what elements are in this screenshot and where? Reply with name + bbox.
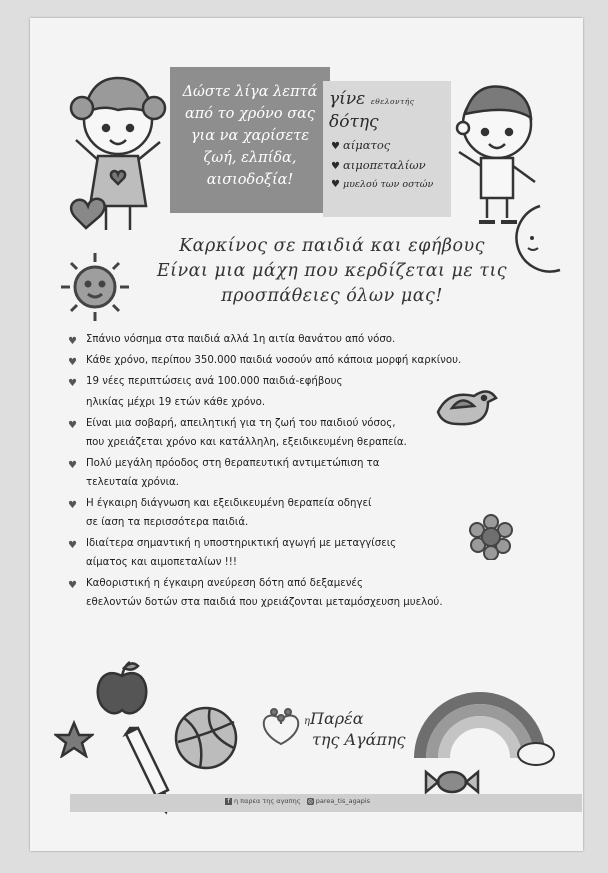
donor-box [323, 81, 451, 217]
heart-bullet-icon: ♥ [68, 378, 77, 389]
heart-bullet-icon: ♥ [68, 460, 77, 471]
call-line: αισιοδοξία! [206, 172, 294, 188]
flyer-page [30, 18, 583, 851]
facebook-icon[interactable]: f [225, 798, 232, 805]
list-item: ♥ Πολύ μεγάλη πρόοδος στη θεραπευτική αντιμετώπιση τα τελευταία χρόνια. [68, 458, 380, 488]
heart-icon: ♥ [331, 141, 340, 152]
call-line: ζωή, ελπίδα, [203, 150, 297, 166]
girl-illustration [58, 68, 178, 248]
bird-icon [430, 382, 502, 434]
heart-bullet-icon: ♥ [68, 540, 77, 551]
slogan [92, 234, 572, 309]
list-item: ♥ Κάθε χρόνο, περίπου 350.000 παιδιά νοσούν από κάποια μορφή καρκίνου. [68, 355, 462, 368]
apple-icon [94, 658, 150, 718]
heart-bullet-icon: ♥ [68, 336, 77, 347]
list-item: ♥ Σπάνιο νόσημα στα παιδιά αλλά 1η αιτία θανάτου από νόσο. [68, 334, 396, 347]
star-icon [54, 720, 94, 758]
donor-title-main: δότης [329, 112, 379, 132]
slogan-line: Καρκίνος σε παιδιά και εφήβους [179, 236, 485, 256]
heart-icon: ♥ [331, 179, 340, 190]
heart-bullet-icon: ♥ [68, 580, 77, 591]
logo-people-heart-icon [258, 704, 304, 750]
instagram-icon[interactable]: ◎ [307, 797, 313, 805]
logo-line2: της Αγάπης [312, 730, 406, 749]
heart-icon: ♥ [331, 161, 340, 172]
list-item: ♥ Είναι μια σοβαρή, απειλητική για τη ζωή του παιδιού νόσος, που χρειάζεται χρόνο και κατάλληλη, εξειδικευμένη θεραπεία. [68, 418, 407, 448]
call-line: για να χαρίσετε [190, 128, 310, 144]
heart-bullet-icon: ♥ [68, 357, 77, 368]
list-item: ♥ 19 νέες περιπτώσεις ανά 100.000 παιδιά-εφήβους ηλικίας μέχρι 19 ετών κάθε χρόνο. [68, 376, 343, 408]
facebook-handle[interactable]: η παρεα της αγαπης [234, 797, 301, 805]
facts-list [68, 332, 588, 616]
donor-title-small: εθελοντής [370, 97, 415, 106]
list-item: ♥ Ιδιαίτερα σημαντική η υποστηρικτική αγωγή με μεταγγίσεις αίματος και αιμοπεταλίων !!! [68, 538, 397, 568]
slogan-line: Είναι μια μάχη που κερδίζεται με τις [156, 261, 508, 281]
instagram-handle[interactable]: parea_tis_agapis [315, 797, 371, 805]
slogan-line: προσπάθειες όλων μας! [221, 286, 443, 306]
list-item: ♥ Η έγκαιρη διάγνωση και εξειδικευμένη θεραπεία οδηγεί σε ίαση τα περισσότερα παιδιά. [68, 498, 372, 528]
rainbow-icon [400, 658, 560, 768]
list-item: ♥ Καθοριστική η έγκαιρη ανεύρεση δότη από δεξαμενές εθελοντών δοτών στα παιδιά που χρειάζονται μεταμόσχευση μυελού. [68, 578, 443, 608]
logo-text [304, 710, 405, 749]
call-line: Δώστε λίγα λεπτά [182, 84, 318, 100]
donor-item: ♥ μυελού των οστών [331, 179, 434, 190]
donor-item: ♥ αιμοπεταλίων [331, 158, 426, 172]
donor-title [329, 89, 451, 132]
flower-icon [468, 514, 514, 560]
donor-title-prefix: γίνε [329, 89, 366, 109]
heart-bullet-icon: ♥ [68, 420, 77, 431]
heart-bullet-icon: ♥ [68, 500, 77, 511]
logo-line1: ηΠαρέα [304, 709, 364, 728]
donor-item: ♥ αίματος [331, 138, 391, 152]
footer-social [225, 797, 370, 805]
call-to-action-box [170, 67, 330, 213]
call-line: από το χρόνο σας [184, 106, 316, 122]
ball-icon [170, 702, 242, 774]
